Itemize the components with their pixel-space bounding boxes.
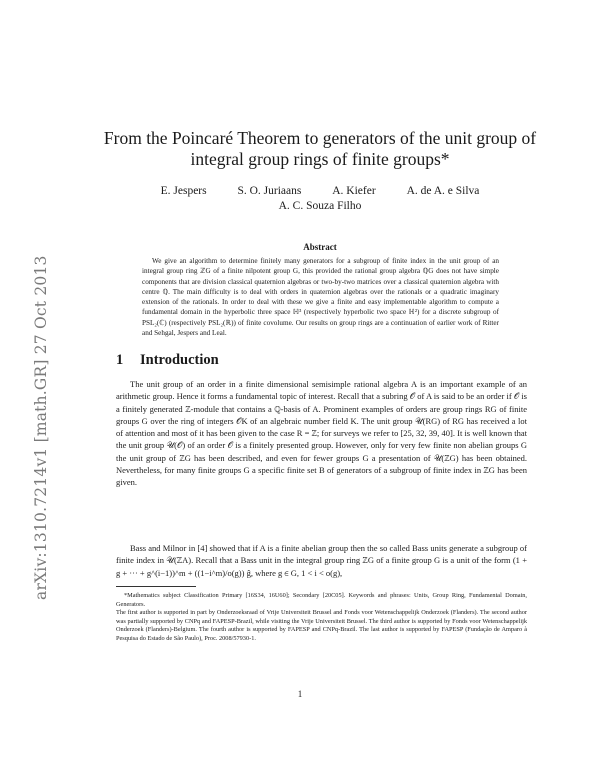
footnote-rule: [116, 586, 196, 587]
arxiv-stamp-text: arXiv:1310.7214v1 [math.GR] 27 Oct 2013: [32, 255, 50, 600]
page-number: 1: [297, 689, 303, 699]
author-name: A. de A. e Silva: [406, 185, 480, 197]
arxiv-stamp: [18, 200, 50, 600]
abstract-heading: Abstract: [303, 242, 337, 252]
author-name: A. C. Souza Filho: [278, 200, 362, 212]
footnotes: [116, 592, 527, 644]
section-number: 1: [116, 352, 124, 368]
author-name: S. O. Juriaans: [237, 185, 302, 197]
author-list: [80, 184, 560, 214]
author-name: A. Kiefer: [332, 185, 376, 197]
intro-paragraph-1: The unit group of an order in a finite dimensional semisimple rational algebra A is an important example of an arithmetic group. Hence it forms a fundamental topic of interest. Recall that a subring 𝒪 of A is said to be an order if 𝒪 is a finitely generated ℤ-module that contains a ℚ-basis of A. Prominent examples of orders are group rings RG of finite groups G over the ring of integers 𝒪K of an algebraic number field K. The unit group 𝒰(RG) of RG has received a lot of attention and most of it has been given to the case R = ℤ; for surveys we refer to [25, 32, 39, 40]. It is well known that the unit group 𝒰(𝒪) of an order 𝒪 is a finitely presented group. However, only for very few finite non abelian groups G the unit group of ℤG has been described, and even for fewer groups G a presentation of 𝒰(ℤG) has been obtained. Nevertheless, for many finite groups G a specific finite set B of generators of a subgroup of finite index in ℤG has been given.: [116, 379, 528, 488]
footnote-classification: *Mathematics subject Classification Primary [16S34, 16U60]; Secondary [20C05]. Keywords and phrases: Units, Group Ring, Fundamental Domain, Generators.: [116, 592, 527, 608]
footnote-funding: The first author is supported in part by Onderzoeksraad of Vrije Universiteit Brussel and Fonds voor Wetenschappelijk Onderzoek (Flanders). The second author was partially supported by CNPq and FAPESP-Brazil, while visiting the Vrije Universiteit Brussel. The third author is supported by Fonds voor Wetenschappelijk Onderzoek (Flanders)-Belgium. The fourth author is supported by FAPESP and CNPq-Brazil. The last author is supported by FAPESP (Fundação de Amparo à Pesquisa do Estado de São Paulo), Proc. 2008/57930-1.: [116, 609, 527, 642]
author-name: E. Jespers: [160, 185, 207, 197]
abstract-text: We give an algorithm to determine finitely many generators for a subgroup of finite index in the unit group of an integral group ring ℤG of a finite nilpotent group G, this provided the rational group algebra ℚG does not have simple components that are division classical quaternion algebras or two-by-two matrices over a classical quaternion algebra with centre ℚ. The main difficulty is to deal with orders in quaternion algebras over the rationals or a quadratic imaginary extension of the rationals. In order to deal with these we give a finite and easy implementable algorithm to compute a fundamental domain in the hyperbolic three space ℍ³ (respectively hyperbolic two space ℍ²) for a discrete subgroup of PSL₂(ℂ) (respectively PSL₂(ℝ)) of finite covolume. Our results on group rings are a continuation of earlier work of Ritter and Sehgal, Jespers and Leal.: [142, 257, 499, 338]
section-heading: [116, 352, 219, 369]
paper-title: From the Poincaré Theorem to generators of the unit group of integral group rings of finite groups*: [103, 128, 537, 169]
intro-paragraph-2: Bass and Milnor in [4] showed that if A is a finite abelian group then the so called Bass units generate a subgroup of finite index in 𝒰(ℤA). Recall that a Bass unit in the integral group ring ℤG of a finite group G is a unit of the form (1 + g + ··· + g^(i−1))^m + ((1−i^m)/o(g)) ĝ, where g ∈ G, 1 < i < o(g),: [116, 543, 527, 578]
section-title: Introduction: [140, 352, 219, 368]
